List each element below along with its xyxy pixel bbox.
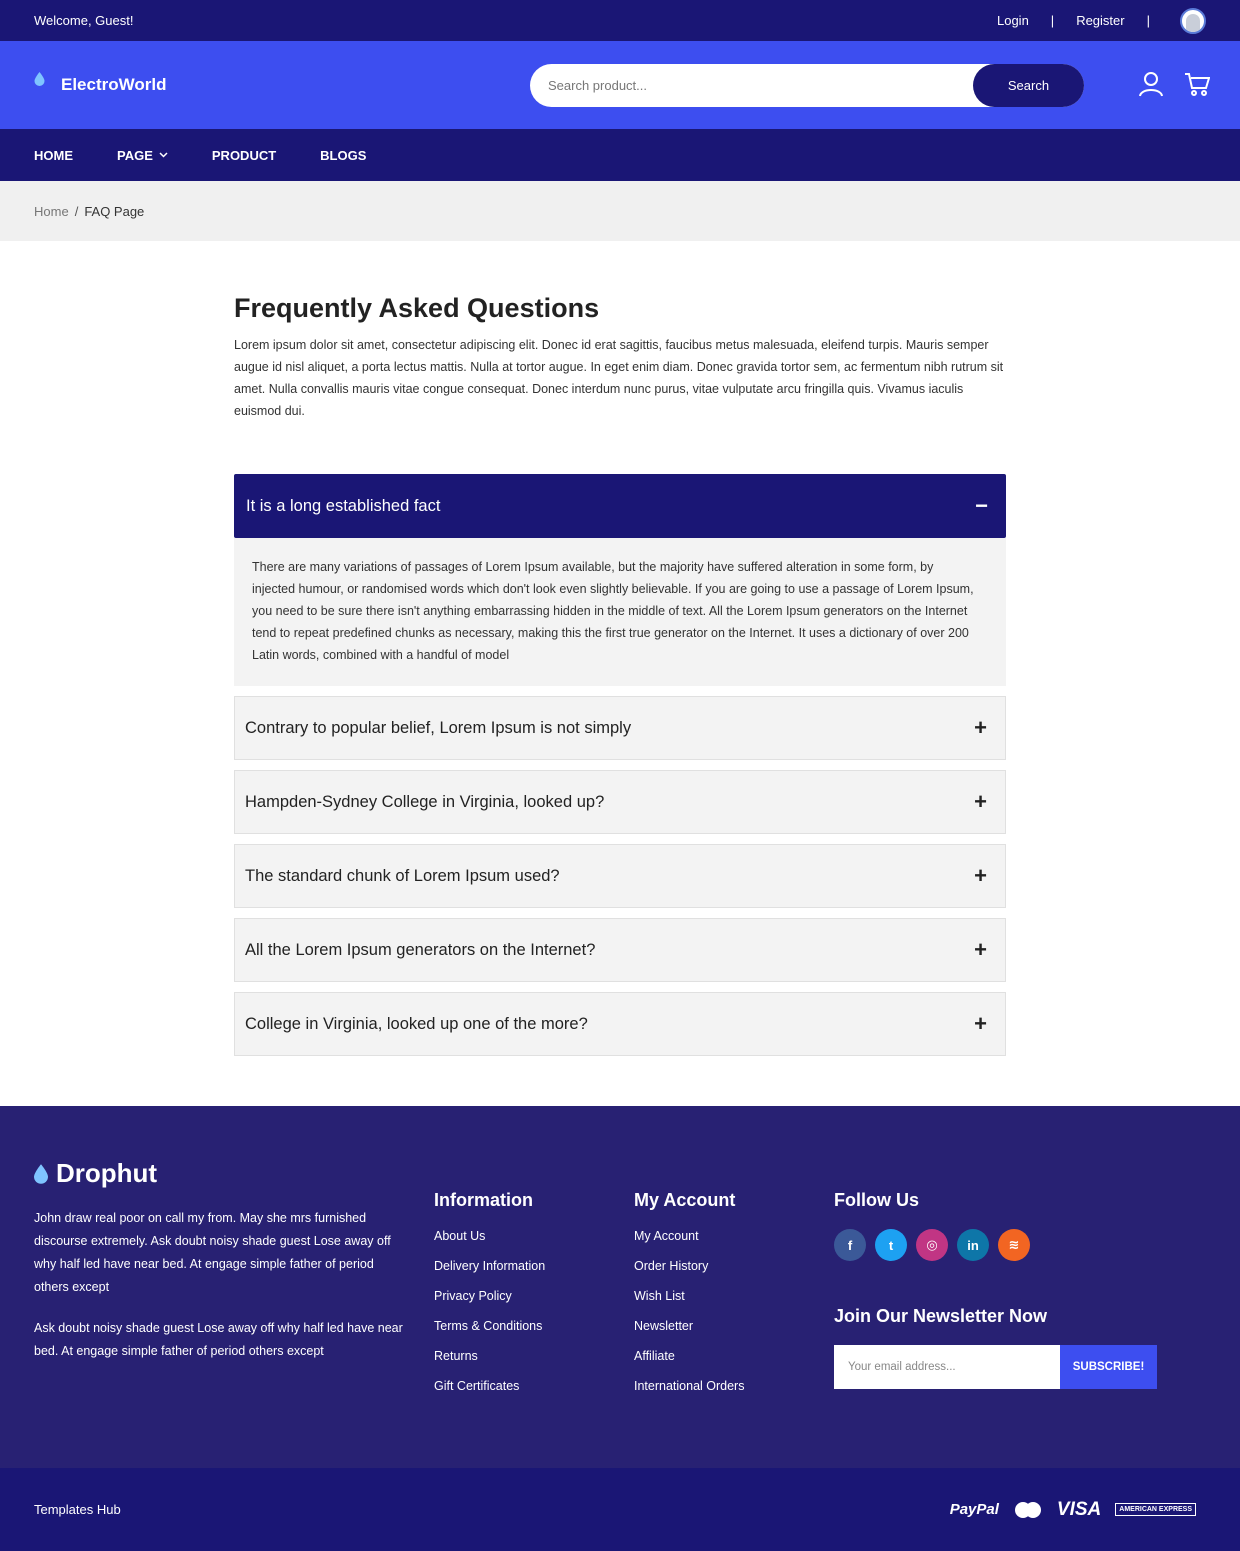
faq-question-label: The standard chunk of Lorem Ipsum used? — [245, 866, 560, 885]
faq-question-label: It is a long established fact — [246, 496, 441, 515]
faq-intro: Lorem ipsum dolor sit amet, consectetur adipiscing elit. Donec id erat sagittis, faucibus metus malesuada, eleifend turpis. Mauris semper augue id nisl aliquet, a porta lectus mattis. Nulla at tortor augue. In eget enim diam. Donec gravida tortor sem, ac fermentum nibh rutrum sit amet. Nulla convallis mauris vitae congue consequat. Donec interdum nunc purus, vitae vulputate arcu fringilla quis. Vivamus iaculis euismod dui. — [234, 338, 1004, 418]
breadcrumb — [0, 181, 1240, 241]
plus-icon: + — [974, 1011, 987, 1036]
nav-product[interactable]: PRODUCT — [211, 147, 277, 163]
footer-logo[interactable] — [34, 1158, 412, 1189]
droplet-icon — [34, 72, 45, 86]
search-button[interactable]: Search — [973, 64, 1084, 107]
plus-icon: + — [974, 863, 987, 888]
register-link[interactable]: Register — [1076, 13, 1125, 28]
footer-link-affiliate[interactable]: Affiliate — [634, 1349, 675, 1363]
subscribe-button[interactable]: SUBSCRIBE! — [1060, 1345, 1157, 1389]
footer-link-international[interactable]: International Orders — [634, 1379, 745, 1393]
user-silhouette-icon — [1186, 14, 1200, 32]
footer-heading: Information — [434, 1190, 533, 1210]
avatar[interactable] — [1180, 8, 1206, 34]
footer-link-about[interactable]: About Us — [434, 1229, 486, 1243]
footer-link-gift[interactable]: Gift Certificates — [434, 1379, 520, 1393]
separator: | — [1146, 13, 1150, 28]
footer-link-wishlist[interactable]: Wish List — [634, 1289, 685, 1303]
faq-answer: There are many variations of passages of Lorem Ipsum available, but the majority have suffered alteration in some form, by injected humour, or randomised words which don't look even slightly believable. If you are going to use a passage of Lorem Ipsum, you need to be sure there isn't anything embarrassing hidden in the middle of text. All the Lorem Ipsum generators on the Internet tend to repeat predefined chunks as necessary, making this the first true generator on the Internet. It uses a dictionary of over 200 Latin words, combined with a handful of model — [234, 538, 1006, 686]
faq-question-label: Hampden-Sydney College in Virginia, looked up? — [245, 792, 605, 811]
breadcrumb-home[interactable]: Home — [34, 203, 69, 219]
main-nav — [0, 129, 1240, 181]
facebook-icon[interactable]: f — [834, 1229, 866, 1261]
nav-home[interactable]: HOME — [34, 147, 73, 163]
breadcrumb-separator: / — [74, 203, 79, 219]
bottom-bar — [0, 1468, 1240, 1551]
login-link[interactable]: Login — [996, 13, 1029, 28]
email-input[interactable] — [834, 1345, 1060, 1389]
linkedin-icon[interactable]: in — [957, 1229, 989, 1261]
faq-question[interactable] — [234, 844, 1006, 908]
nav-page-label: PAGE — [117, 147, 153, 163]
breadcrumb-current: FAQ Page — [84, 203, 145, 219]
header-icons — [1138, 71, 1210, 97]
footer-brand-name: Drophut — [56, 1158, 158, 1188]
brand-name: ElectroWorld — [61, 75, 167, 94]
minus-icon: − — [975, 493, 988, 518]
faq-question[interactable] — [234, 918, 1006, 982]
amex-logo: AMERICAN EXPRESS — [1115, 1503, 1196, 1516]
faq-question-label: College in Virginia, looked up one of the more? — [245, 1014, 588, 1033]
faq-question-label: Contrary to popular belief, Lorem Ipsum is not simply — [245, 718, 632, 737]
mastercard-icon — [1013, 1501, 1043, 1519]
faq-accordion — [234, 474, 1006, 1056]
chevron-down-icon — [159, 152, 168, 158]
footer-my-account — [634, 1190, 744, 1409]
faq-question[interactable] — [234, 696, 1006, 760]
auth-links — [975, 8, 1206, 34]
nav-page[interactable] — [117, 148, 168, 163]
footer-link-delivery[interactable]: Delivery Information — [434, 1259, 546, 1273]
footer-about-text: John draw real poor on call my from. May she mrs furnished discourse extremely. Ask doubt noisy shade guest Lose away off why half led have near bed. At engage simple father of period others except — [34, 1211, 391, 1294]
top-bar — [0, 0, 1240, 41]
payment-methods — [950, 1499, 1196, 1521]
brand-logo[interactable] — [34, 75, 166, 95]
cart-icon[interactable] — [1184, 71, 1210, 97]
search-input[interactable] — [530, 64, 973, 107]
footer-link-account[interactable]: My Account — [634, 1229, 699, 1243]
footer-follow — [834, 1190, 1030, 1261]
footer-information — [434, 1190, 545, 1409]
footer-link-returns[interactable]: Returns — [434, 1349, 478, 1363]
plus-icon: + — [974, 789, 987, 814]
newsletter — [834, 1306, 1157, 1389]
rss-icon[interactable]: ≋ — [998, 1229, 1030, 1261]
footer-heading: Follow Us — [834, 1190, 919, 1210]
footer-about-text: Ask doubt noisy shade guest Lose away off why half led have near bed. At engage simple father of period others except — [34, 1321, 403, 1358]
footer-link-privacy[interactable]: Privacy Policy — [434, 1289, 512, 1303]
newsletter-heading: Join Our Newsletter Now — [834, 1306, 1048, 1326]
site-header — [0, 41, 1240, 129]
visa-logo: VISA — [1056, 1498, 1102, 1520]
footer-link-orders[interactable]: Order History — [634, 1259, 709, 1273]
footer-brand — [34, 1158, 412, 1363]
page-title: Frequently Asked Questions — [234, 293, 600, 323]
faq-question[interactable] — [234, 992, 1006, 1056]
footer-link-newsletter[interactable]: Newsletter — [634, 1319, 694, 1333]
faq-question-open[interactable] — [234, 474, 1006, 538]
social-links — [834, 1229, 1030, 1261]
footer-heading: My Account — [634, 1190, 736, 1210]
faq-section — [0, 241, 1240, 1106]
site-footer — [0, 1106, 1240, 1468]
search-bar — [530, 64, 1084, 107]
faq-question[interactable] — [234, 770, 1006, 834]
newsletter-form — [834, 1345, 1157, 1389]
instagram-icon[interactable]: ◎ — [916, 1229, 948, 1261]
plus-icon: + — [974, 715, 987, 740]
credit-text: Templates Hub — [34, 1502, 121, 1517]
droplet-icon — [34, 1164, 48, 1184]
paypal-logo: PayPal — [949, 1501, 999, 1518]
welcome-text: Welcome, Guest! — [34, 13, 134, 28]
twitter-icon[interactable]: t — [875, 1229, 907, 1261]
nav-blogs[interactable]: BLOGS — [320, 147, 367, 163]
plus-icon: + — [974, 937, 987, 962]
faq-question-label: All the Lorem Ipsum generators on the Internet? — [245, 940, 596, 959]
footer-link-terms[interactable]: Terms & Conditions — [434, 1319, 543, 1333]
user-icon[interactable] — [1138, 71, 1164, 97]
separator: | — [1050, 13, 1055, 28]
